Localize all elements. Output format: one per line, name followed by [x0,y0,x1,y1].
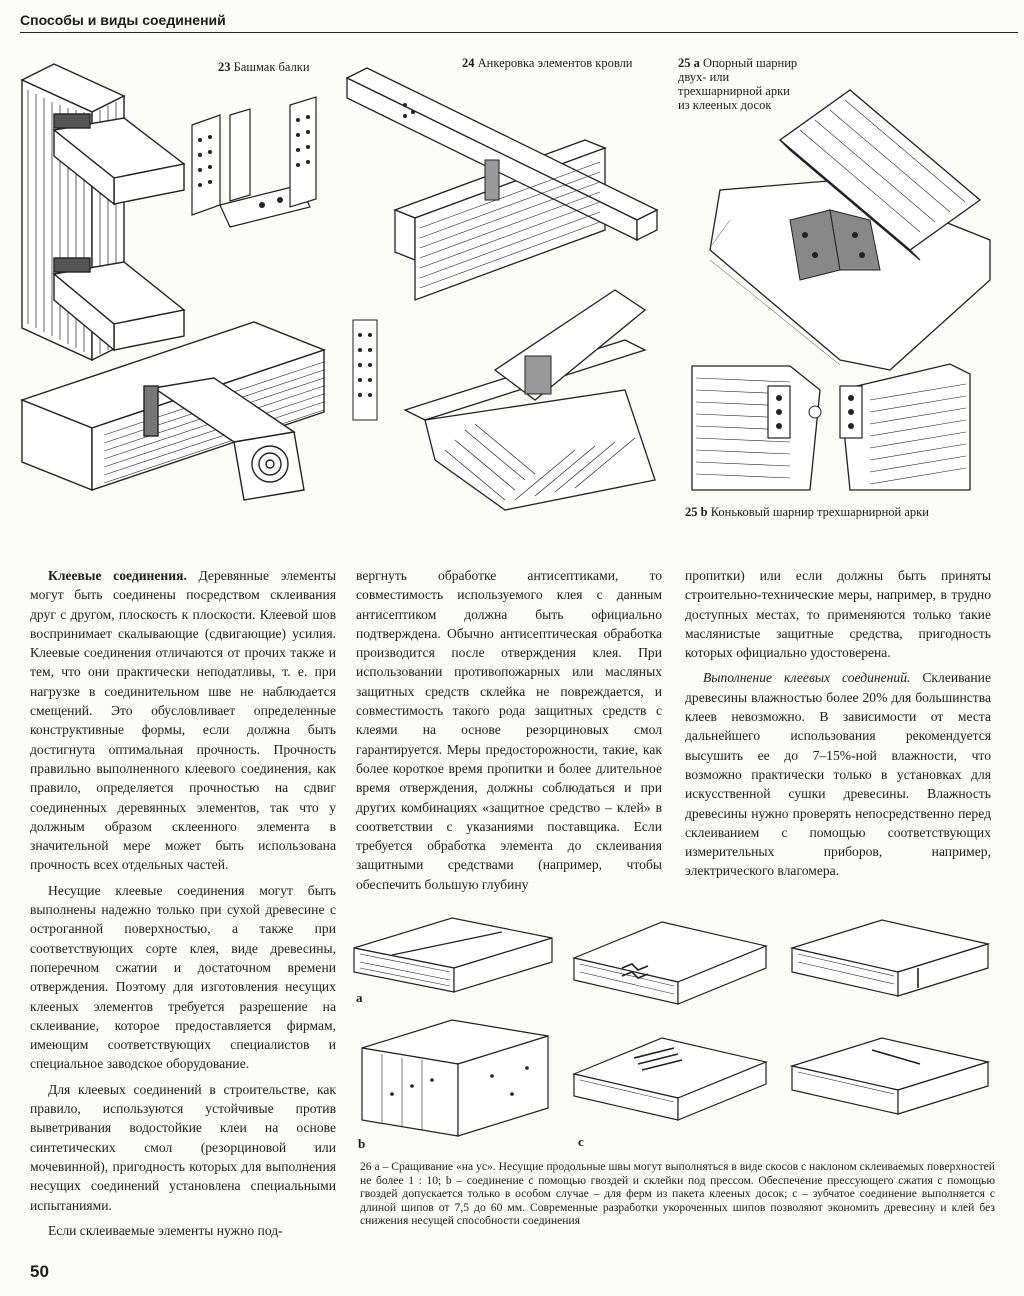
fig25b-ridge-hinge-drawing [690,360,980,500]
runin-heading: Выполнение клеевых соединений. [703,670,911,686]
running-header [20,10,1018,33]
fig26-label-b: b [358,1136,366,1151]
fig24-rafter-drawing [345,280,665,515]
fig23-bracket-drawing [190,95,330,235]
page-number: 50 [30,1262,49,1281]
paragraph: Несущие клеевые соединения могут быть выполнены надежно только при сухой древесине с остроганной поверхностью, а также при соответствующих сорте клея, виде древесины, поперечном сжатии и достаточном времени отверждения. Поэтому для изготовления несущих клееных элементов требуется разрешение на склеивание, которое предоставляется фирмам, имеющим соответствующих специалистов и специальное заводское оборудование. [30,882,336,1072]
text-column-2 [356,566,662,900]
text-column-1 [30,566,336,1246]
fig24-label: Анкеровка элементов кровли [477,56,633,70]
fig23-number: 23 [218,60,231,74]
fig24-caption [462,56,633,70]
fig25a-label: Опорный шарнир двух- или трехшарнирной арки из клееных досок [678,56,798,112]
text-column-3 [685,566,991,887]
fig23-label: Башмак балки [233,60,310,74]
runin-heading: Клеевые соединения. [48,568,187,583]
fig25b-label: Коньковый шарнир трехшарнирной арки [710,505,929,519]
paragraph: вергнуть обработке антисептиками, то совместимость используемого клея с данным антисептиком должна быть официально подтверждена. Обычно антисептическая обработка производится после отверждения клея. При использовании противопожарных или масляных защитных средств склейка не повреждается, и совместимость такого рода защитных средств с клеями на основе резорциновых смол гарантируется. Меры предосторожности, такие, как более короткое время пропитки и более длительное время отверждения, должны соблюдаться и при других комбинациях «защитное средство – клей» в соответствии с указаниями поставщика. Если требуется обработка элемента до склеивания защитными средствами (например, чтобы обеспечить большую глубину [356,568,662,892]
paragraph: Для клеевых соединений в строительстве, как правило, используются устойчивые против выветривания водостойкие клеи на основе синтетических смол (резорциновой или мочевинной), пригодность которых для выполнения несущих соединений установлена специальными испытаниями. [30,1081,336,1213]
paragraph: пропитки) или если должны быть приняты строительно-технические меры, например, в трудно доступных местах, то применяются только такие маслянистые защитные средства, пригодность которых официально удостоверена. [685,568,991,661]
paragraph [685,668,991,880]
fig26-caption: 26 a – Сращивание «на ус». Несущие продольные швы могут выполняться в виде скосов с наклоном склеиваемых поверхностей не более 1 : 10; b – соединение с помощью гвоздей и склейки под прессом. Обеспечение прессующего сжатия с помощью гвоздей допускается только в особом случае – для ферм из пакета клееных досок; c – зубчатое соединение выполняется с длиной шипов от 7,5 до 60 мм. Современные разработки укороченных шипов позволяют экономить древесину и клей без снижения несущей способности соединения [360,1160,995,1228]
fig26-label-a: a [356,990,363,1005]
fig25b-number: 25 b [685,505,708,519]
paragraph [30,566,336,875]
fig26-label-c: c [578,1134,584,1149]
fig25a-caption [678,56,798,112]
fig24-anchoring-drawing [345,60,665,250]
paragraph: Если склеиваемые элементы нужно под- [48,1222,283,1238]
fig25b-caption [685,505,929,519]
paragraph-text: Склеивание древесины влажностью более 20% для большинства клеев невозможно. В зависимости от места дальнейшего использования рекомендуется высушить ее до 7–15%-ной влажности, что возможно практически только в установках для искусственной сушки древесины. Влажность древесины нужно проверять непосредственно перед склеиванием с помощью соответствующих измерительных приборов, например, электрического влагомера. [685,670,991,879]
header-title: Способы и виды соединений [20,12,226,28]
fig23-caption [218,60,310,74]
paragraph-text: Деревянные элементы могут быть соединены посредством склеивания друг с другом, плоскость к плоскости. Клеевой шов воспринимает скалывающие (сдвигающие) усилия. Клеевые соединения отличаются от прочих также и тем, что они практически неподатливы, т. е. при нагрузке в соединительном шве не наблюдается смещений. Это обусловливает определенные конструктивные формы, если должна быть достигнута оптимальная прочность. Прочность правильно выполненного клеевого соединения, как правило, определяется прочностью на сдвиг соединенных деревянных элементов, так что у должным образом склеенного элемента в значительной мере может быть использована прочность всех отдельных частей. [30,568,336,873]
fig26-joint-drawings [352,908,1002,1148]
fig25a-support-hinge-drawing [690,70,1000,360]
fig25a-number: 25 a [678,56,700,70]
fig24-number: 24 [462,56,475,70]
